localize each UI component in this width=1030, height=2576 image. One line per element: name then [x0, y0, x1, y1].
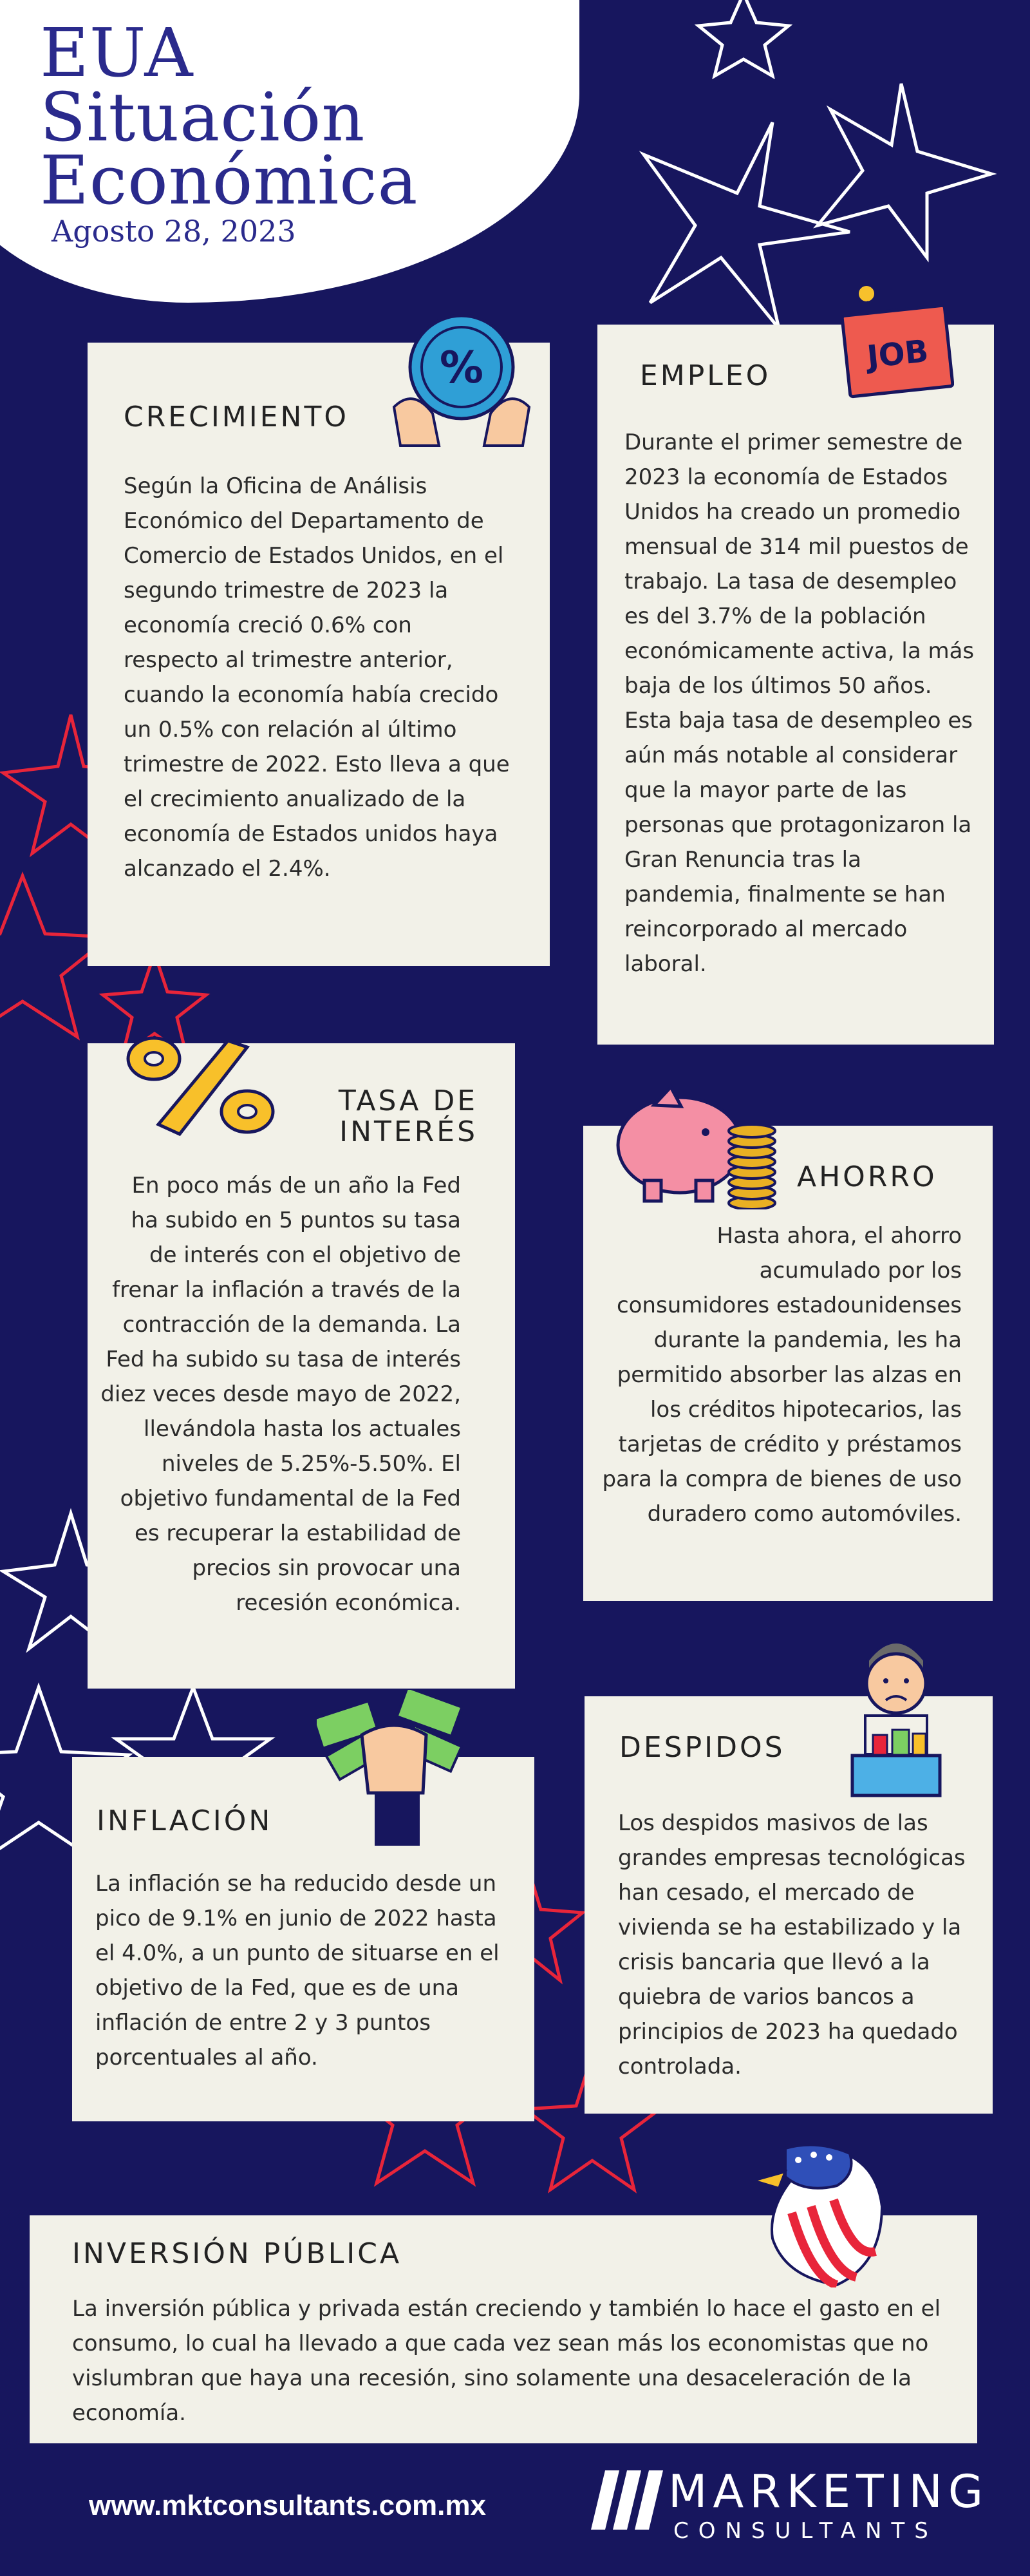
- white-star-1: [698, 0, 789, 76]
- brand-logo-icon: [591, 2467, 663, 2533]
- inversion-title: INVERSIÓN PÚBLICA: [72, 2237, 402, 2270]
- sad-worker-icon: [839, 1624, 953, 1799]
- inversion-body: La inversión pública y privada están creciendo y también lo hace el gasto en el consumo, lo cual ha llevado a que cada vez sean más los economistas que no vislumbran que haya una recesión, sino solamente una desaceleración de la economía.: [72, 2296, 941, 2426]
- job-sign-icon: [834, 276, 954, 402]
- svg-text:%: %: [439, 343, 484, 393]
- percent-hands-icon: [388, 310, 536, 452]
- date-label: Agosto 28, 2023: [52, 214, 296, 249]
- despidos-title: DESPIDOS: [619, 1731, 785, 1764]
- brand-subtitle: CONSULTANTS: [673, 2518, 938, 2544]
- white-star-3: [644, 122, 850, 328]
- eagle-flag-icon: [747, 2136, 901, 2287]
- empleo-title: EMPLEO: [640, 359, 771, 392]
- percent-symbol-icon: [118, 1021, 286, 1144]
- money-hand-icon: [317, 1690, 471, 1851]
- tasa-title-line2: INTERÉS: [339, 1115, 478, 1148]
- title-line-1: EUA: [40, 14, 194, 92]
- footer-url[interactable]: www.mktconsultants.com.mx: [89, 2490, 486, 2521]
- piggy-bank-icon: [609, 1074, 776, 1209]
- svg-text:JOB: JOB: [865, 333, 930, 375]
- card-empleo: [597, 325, 994, 1045]
- title-line-3: Económica: [40, 141, 418, 220]
- title-line-2: Situación: [40, 78, 366, 156]
- crecimiento-body: Según la Oficina de Análisis Económico del Departamento de Comercio de Estados Unidos, en el segundo trimestre de 2023 la economía creció 0.6% con respecto al trimestre anterior, cuando la economía había crecido un 0.5% con relación al último trimestre de 2022. Esto lleva a que el crecimiento anualizado de la economía de Estados unidos haya alcanzado el 2.4%.: [124, 473, 510, 882]
- empleo-body: Durante el primer semestre de 2023 la economía de Estados Unidos ha creado un promedio mensual de 314 mil puestos de trabajo. La tasa de desempleo es del 3.7% de la población económicamente activa, la más baja de los últimos 50 años. Esta baja tasa de desempleo es aún más notable al considerar que la mayor parte de las personas que protagonizaron la Gran Renuncia tras la pandemia, finalmente se han reincorporado al mercado laboral.: [624, 430, 975, 977]
- crecimiento-title: CRECIMIENTO: [124, 401, 349, 433]
- tasa-title-line1: TASA DE: [338, 1084, 478, 1117]
- inflacion-body: La inflación se ha reducido desde un pico de 9.1% en junio de 2022 hasta el 4.0%, a un punto de situarse en el objetivo de la Fed, que es de una inflación de entre 2 y 3 puntos porcentuales al año.: [95, 1871, 500, 2070]
- brand-name: MARKETING: [668, 2465, 989, 2518]
- tasa-body: En poco más de un año la Fed ha subido en 5 puntos su tasa de interés con el objetivo de frenar la inflación a través de la contracción de la demanda. La Fed ha subido su tasa de interés diez veces desde mayo de 2022, llevándola hasta los actuales niveles de 5.25%-5.50%. El objetivo fundamental de la Fed es recuperar la estabilidad de precios sin provocar una recesión económica.: [100, 1173, 461, 1616]
- ahorro-title: AHORRO: [797, 1160, 937, 1193]
- inflacion-title: INFLACIÓN: [97, 1804, 273, 1837]
- ahorro-body: Hasta ahora, el ahorro acumulado por los consumidores estadounidenses durante la pandemia, les ha permitido absorber las alzas en los créditos hipotecarios, las tarjetas de crédito y préstamos para la compra de bienes de uso duradero como automóviles.: [602, 1223, 962, 1527]
- despidos-body: Los despidos masivos de las grandes empresas tecnológicas han cesado, el mercado de vivienda se ha estabilizado y la crisis bancaria que llevó a la quiebra de varios bancos a principios de 2023 ha quedado controlada.: [618, 1810, 966, 2079]
- white-star-2: [818, 84, 991, 258]
